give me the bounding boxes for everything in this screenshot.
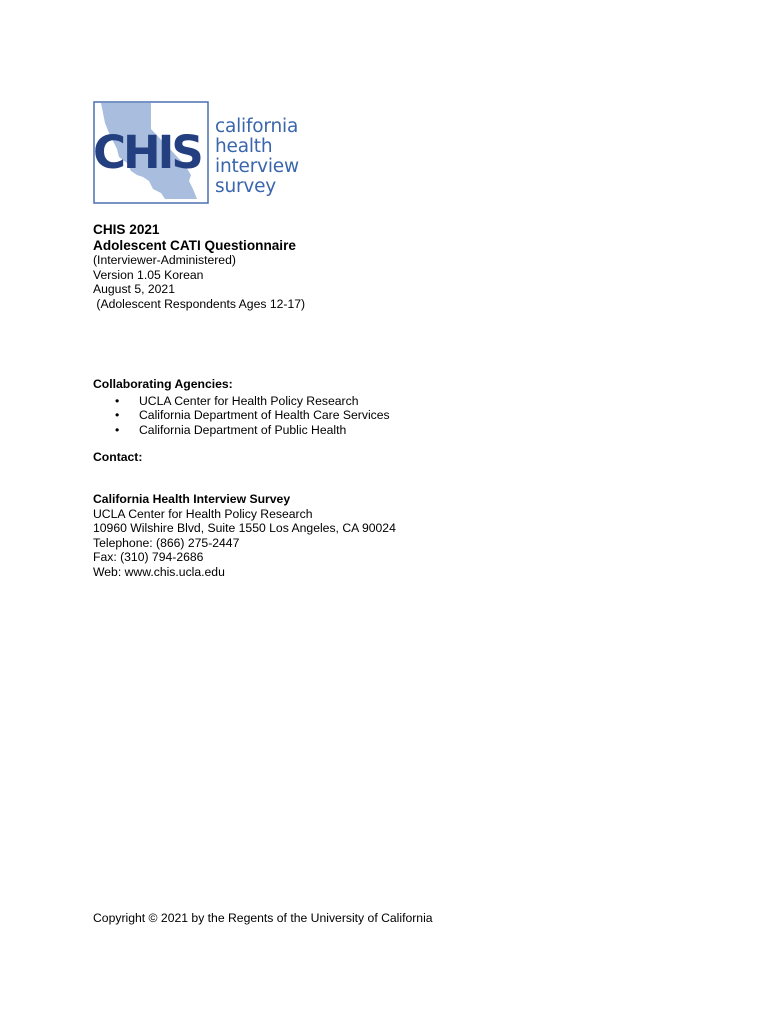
- contact-heading: Contact:: [93, 450, 143, 464]
- agency-name: UCLA Center for Health Policy Research: [139, 393, 359, 408]
- fax: Fax: (310) 794-2686: [93, 550, 204, 565]
- agencies-list: [93, 394, 390, 438]
- center-name: UCLA Center for Health Policy Research: [93, 506, 313, 521]
- telephone: Telephone: (866) 275-2447: [93, 535, 240, 550]
- bullet-icon: •: [115, 393, 120, 408]
- list-item: [93, 423, 390, 438]
- logo-name-line: health: [215, 136, 273, 157]
- version: Version 1.05 Korean: [93, 267, 204, 282]
- logo-name-line: california: [215, 116, 299, 137]
- list-item: [93, 394, 390, 409]
- contact-heading-block: [93, 450, 142, 465]
- copyright-notice: [93, 911, 433, 926]
- agencies-section: [93, 377, 390, 438]
- administration-mode: (Interviewer-Administered): [93, 253, 236, 267]
- survey-name: California Health Interview Survey: [93, 492, 291, 506]
- address: 10960 Wilshire Blvd, Suite 1550 Los Angeles, CA 90024: [93, 521, 396, 536]
- chis-logo: [93, 101, 303, 205]
- document-series: CHIS 2021: [93, 222, 160, 237]
- contact-info: [93, 492, 396, 580]
- agencies-heading: Collaborating Agencies:: [93, 377, 233, 391]
- california-state-logo-graphic: [93, 101, 215, 205]
- date: August 5, 2021: [93, 282, 175, 297]
- website: Web: www.chis.ucla.edu: [93, 564, 225, 579]
- list-item: [93, 408, 390, 423]
- agency-name: California Department of Health Care Services: [139, 408, 390, 423]
- copyright-text: Copyright © 2021 by the Regents of the University of California: [93, 911, 433, 925]
- bullet-icon: •: [115, 423, 120, 438]
- logo-name-line: interview: [215, 156, 299, 177]
- document-title: Adolescent CATI Questionnaire: [93, 237, 296, 253]
- bullet-icon: •: [115, 408, 120, 423]
- title-block: [93, 222, 305, 311]
- logo-acronym: CHIS: [93, 126, 201, 179]
- respondent-ages: (Adolescent Respondents Ages 12-17): [93, 296, 306, 311]
- logo-name: [215, 117, 299, 197]
- agency-name: California Department of Public Health: [139, 423, 347, 438]
- logo-name-line: survey: [215, 176, 277, 197]
